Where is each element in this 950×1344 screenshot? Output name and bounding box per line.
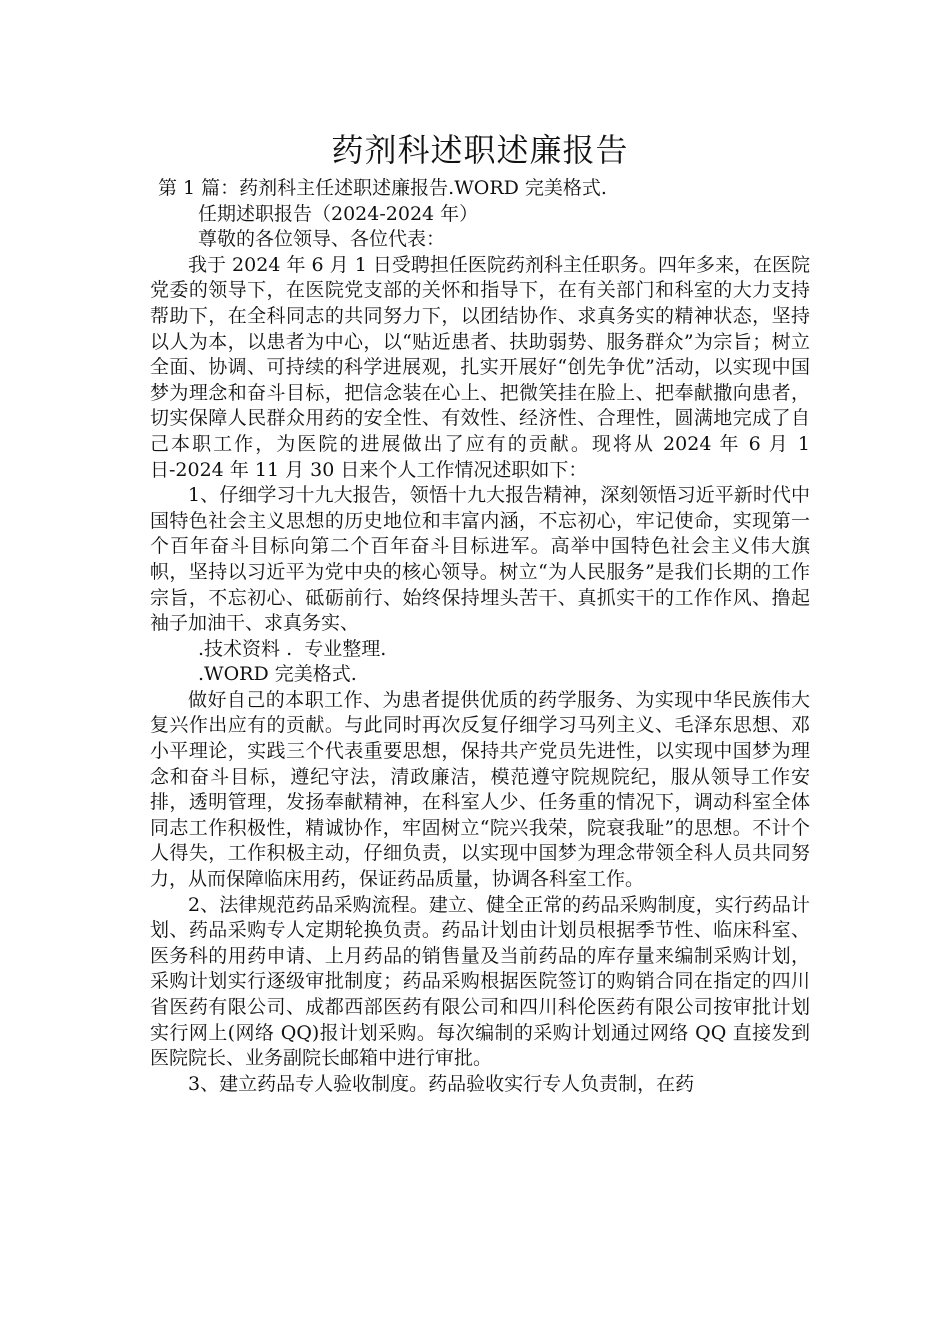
paragraph-item-2: 2、法律规范药品采购流程。建立、健全正常的药品采购制度，实行药品计划、药品采购专人定期轮换负责。药品计划由计划员根据季节性、临床科室、医务科的用药申请、上月药品的销售量及当前药品的库存量来编制采购计划，采购计划实行逐级审批制度；药品采购根据医院签订的购销合同在指定的四川省医药有限公司、成都西部医药有限公司和四川科伦医药有限公司按审批计划实行网上(网络 QQ)报计划采购。每次编制的采购计划通过网络 QQ 直接发到医院院长、业务副院长邮箱中进行审批。 [150, 893, 810, 1070]
section-heading: 第 1 篇：药剂科主任述职述廉报告.WORD 完美格式. [158, 177, 607, 199]
salutation: 尊敬的各位领导、各位代表： [198, 228, 446, 251]
footer-note-format: .WORD 完美格式. [198, 663, 357, 686]
paragraph-item-3: 3、建立药品专人验收制度。药品验收实行专人负责制，在药 [188, 1072, 695, 1095]
document-title: 药剂科述职述廉报告 [331, 131, 629, 169]
paragraph-item-1: 1、仔细学习十九大报告，领悟十九大报告精神，深刻领悟习近平新时代中国特色社会主义思想的历史地位和丰富内涵，不忘初心，牢记使命，实现第一个百年奋斗目标向第二个百年奋斗目标进军。高举中国特色社会主义伟大旗帜，坚持以习近平为党中央的核心领导。树立“为人民服务”是我们长期的工作宗旨，不忘初心、砥砺前行、始终保持埋头苦干、真抓实干的工作作风、撸起袖子加油干、求真务实、 [150, 484, 810, 635]
document-page [150, 128, 810, 1097]
paragraph-intro: 我于 2024 年 6 月 1 日受聘担任医院药剂科主任职务。四年多来，在医院党委的领导下，在医院党支部的关怀和指导下，在有关部门和科室的大力支持帮助下，在全科同志的共同努力下，以团结协作、求真务实的精神状态，坚持以人为本，以患者为中心，以“贴近患者、扶助弱势、服务群众”为宗旨；树立全面、协调、可持续的科学进展观，扎实开展好“创先争优”活动，以实现中国梦为理念和奋斗目标，把信念装在心上、把微笑挂在脸上、把奉献撒向患者，切实保障人民群众用药的安全性、有效性、经济性、合理性，圆满地完成了自己本职工作，为医院的进展做出了应有的贡献。现将从 2024 年 6 月 1 日-2024 年 11 月 30 日来个人工作情况述职如下： [150, 253, 810, 481]
paragraph-continued: 做好自己的本职工作、为患者提供优质的药学服务、为实现中华民族伟大复兴作出应有的贡献。与此同时再次反复仔细学习马列主义、毛泽东思想、邓小平理论，实践三个代表重要思想，保持共产党员先进性，以实现中国梦为理念和奋斗目标，遵纪守法，清政廉洁，模范遵守院规院纪，服从领导工作安排，透明管理，发扬奉献精神，在科室人少、任务重的情况下，调动科室全体同志工作积极性，精诚协作，牢固树立“院兴我荣，院衰我耻”的思想。不计个人得失，工作积极主动，仔细负责，以实现中国梦为理念带领全科人员共同努力，从而保障临床用药，保证药品质量，协调各科室工作。 [150, 688, 810, 891]
report-subtitle: 任期述职报告（2024-2024 年） [198, 202, 479, 225]
footer-note-tech: .技术资料 . 专业整理. [198, 637, 387, 660]
